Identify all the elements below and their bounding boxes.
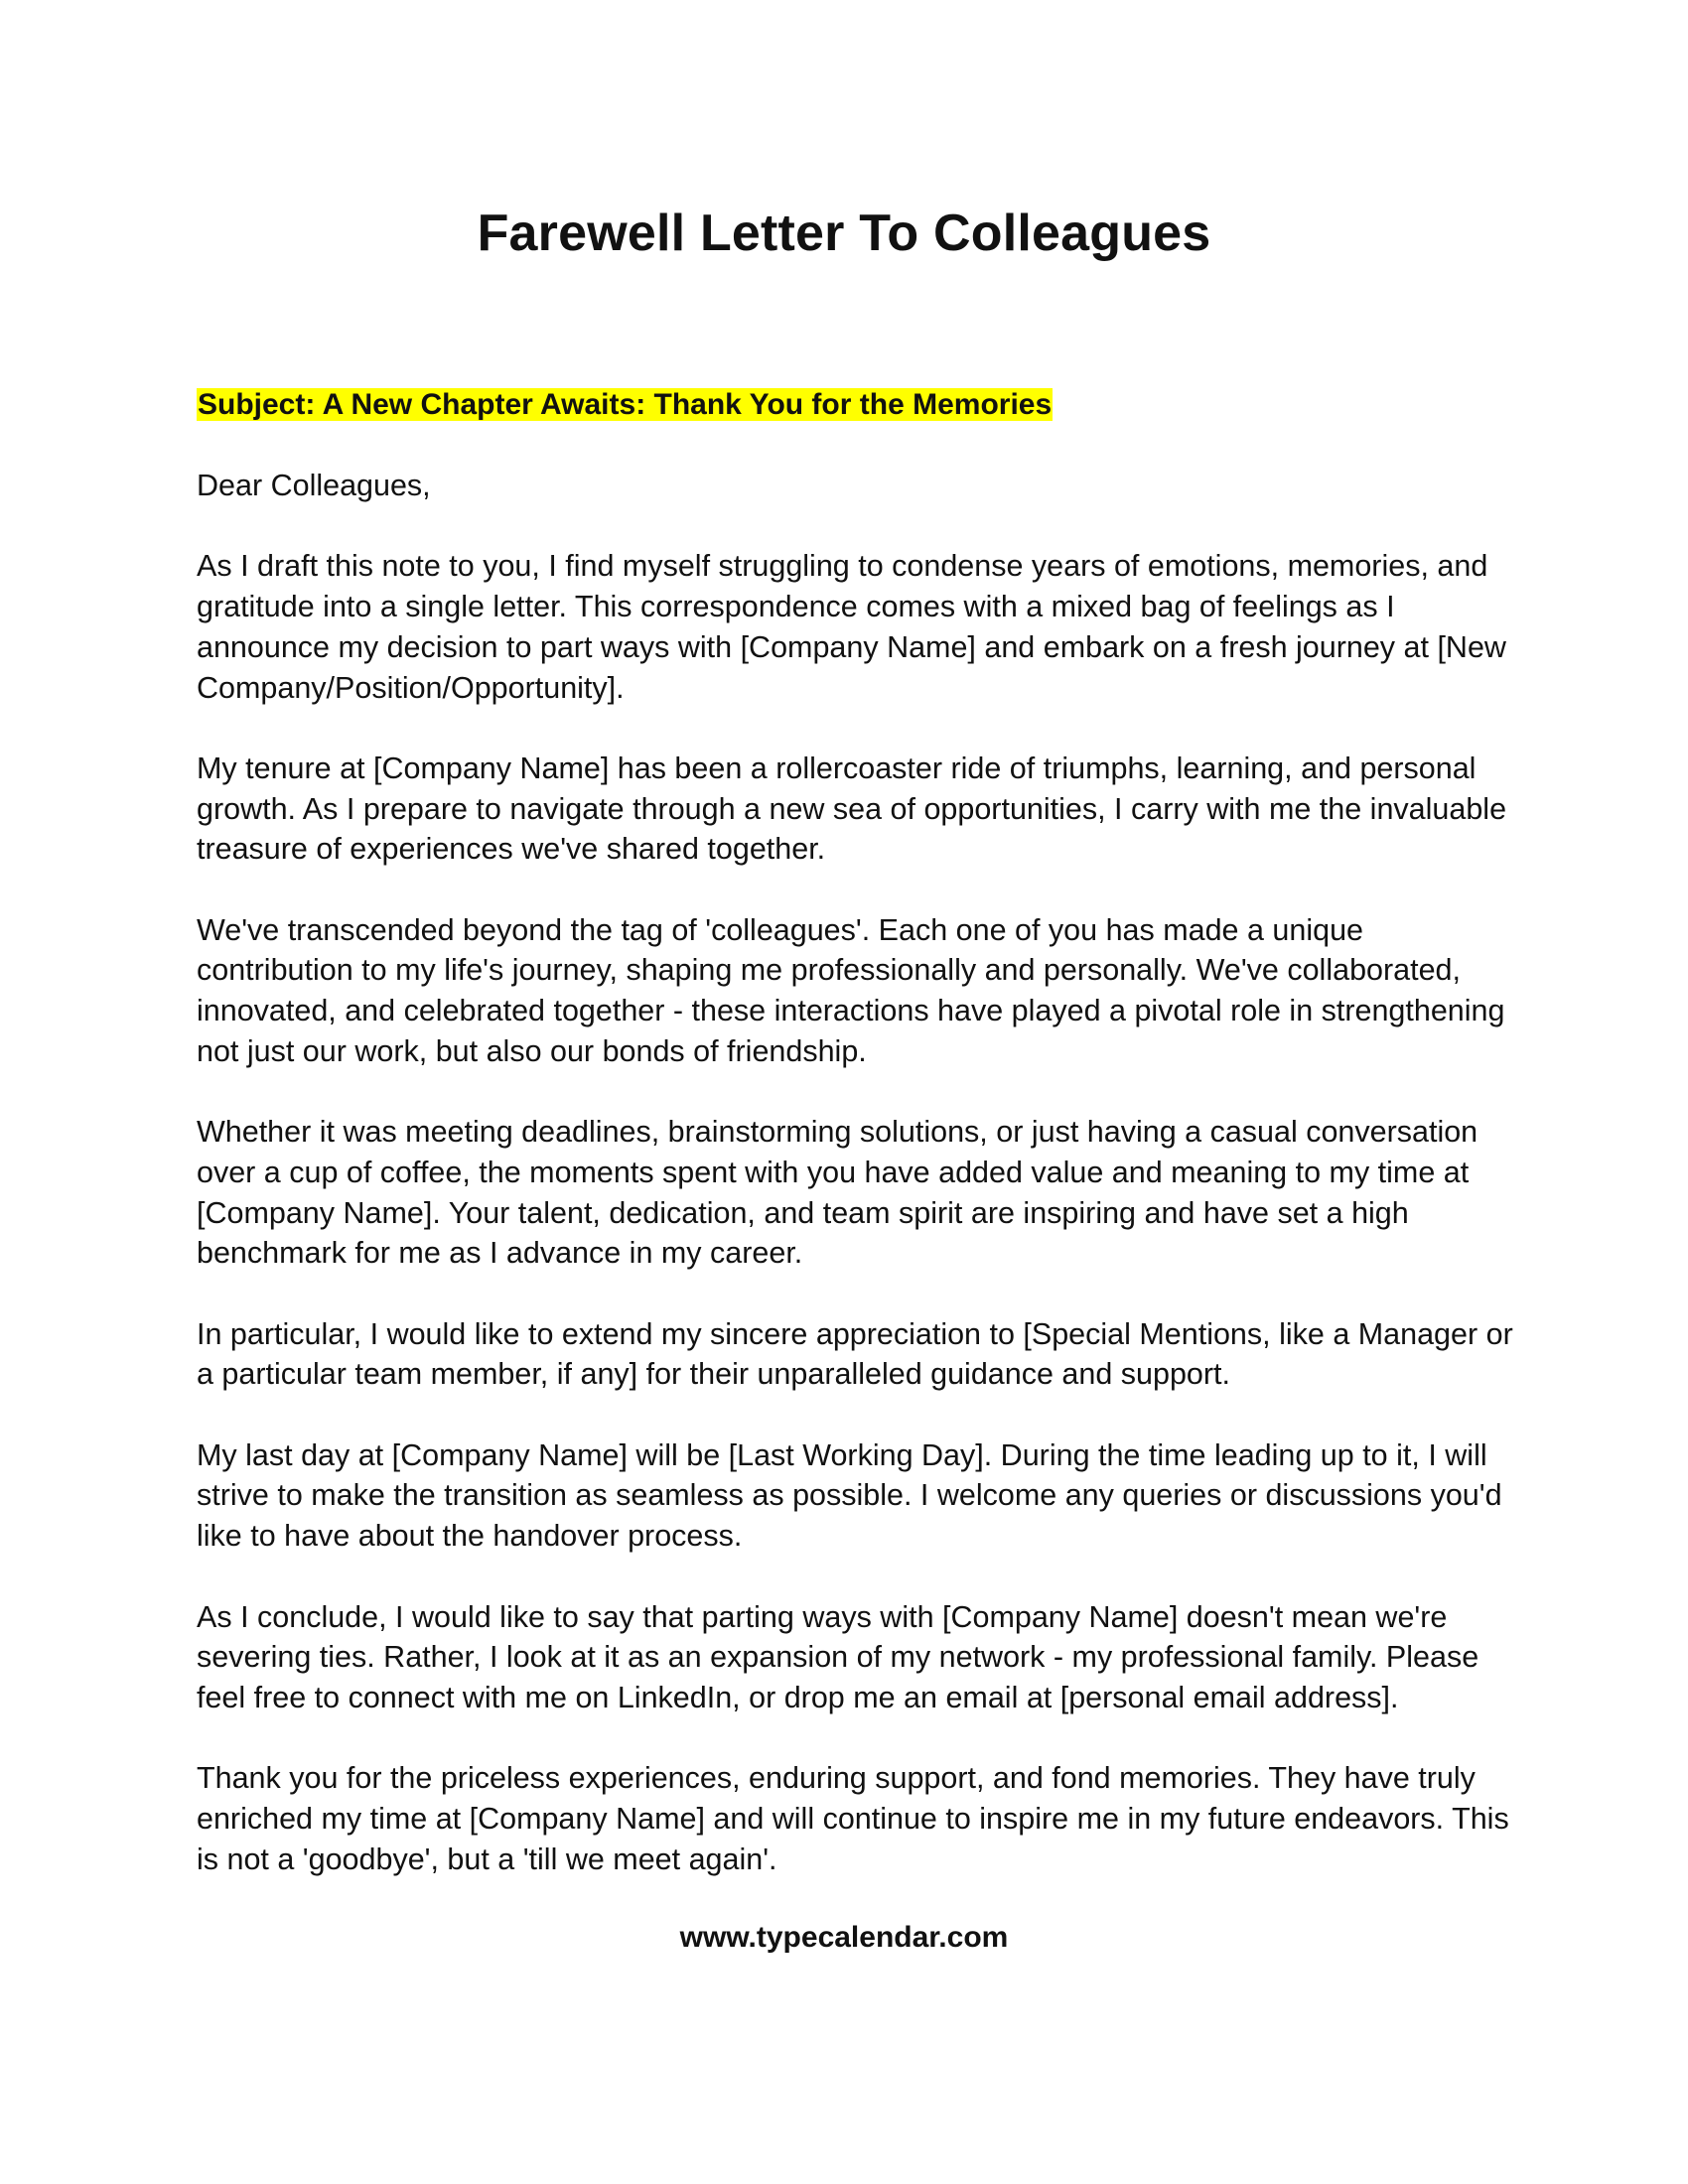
greeting: Dear Colleagues, [197,469,431,502]
footer-website: www.typecalendar.com [679,1921,1009,1954]
paragraph-4: Whether it was meeting deadlines, brainstorming solutions, or just having a casual conversation over a cup of coffee, the moments spent with you have added value and meaning to my time at [Company Name]. Your talent, dedication, and team spirit are inspiring and have set a high benchmark for me as I advance in my career. [197,1115,1478,1271]
paragraph-5: In particular, I would like to extend my sincere appreciation to [Special Mentions, like a Manager or a particular team member, if any] for their unparalleled guidance and support. [197,1316,1513,1392]
paragraph-7: As I conclude, I would like to say that parting ways with [Company Name] doesn't mean we're severing ties. Rather, I look at it as an expansion of my network - my professional family. Please feel free to connect with me on LinkedIn, or drop me an email at [personal email address]. [197,1599,1479,1714]
paragraph-8: Thank you for the priceless experiences, enduring support, and fond memories. They have truly enriched my time at [Company Name] and will continue to inspire me in my future endeavors. This is not a 'goodbye', but a 'till we meet again'. [197,1761,1509,1876]
letter-body [197,466,1517,1920]
paragraph-2: My tenure at [Company Name] has been a rollercoaster ride of triumphs, learning, and personal growth. As I prepare to navigate through a new sea of opportunities, I carry with me the invaluable treasure of experiences we've shared together. [197,751,1507,867]
subject-highlight: Subject: A New Chapter Awaits: Thank You for the Memories [198,388,1053,421]
paragraph-3: We've transcended beyond the tag of 'colleagues'. Each one of you has made a unique contribution to my life's journey, shaping me professionally and personally. We've collaborated, innovated, and celebrated together - these interactions have played a pivotal role in strengthening not just our work, but also our bonds of friendship. [197,912,1505,1068]
subject-line [197,385,1053,425]
paragraph-1: As I draft this note to you, I find myself struggling to condense years of emotions, memories, and gratitude into a single letter. This correspondence comes with a mixed bag of feelings as I announce my decision to part ways with [Company Name] and embark on a fresh journey at [New Company/Position/Opportunity]. [197,549,1506,705]
page-title: Farewell Letter To Colleagues [477,205,1211,262]
paragraph-6: My last day at [Company Name] will be [Last Working Day]. During the time leading up to it, I will strive to make the transition as seamless as possible. I welcome any queries or discussions you'd like to have about the handover process. [197,1437,1502,1554]
